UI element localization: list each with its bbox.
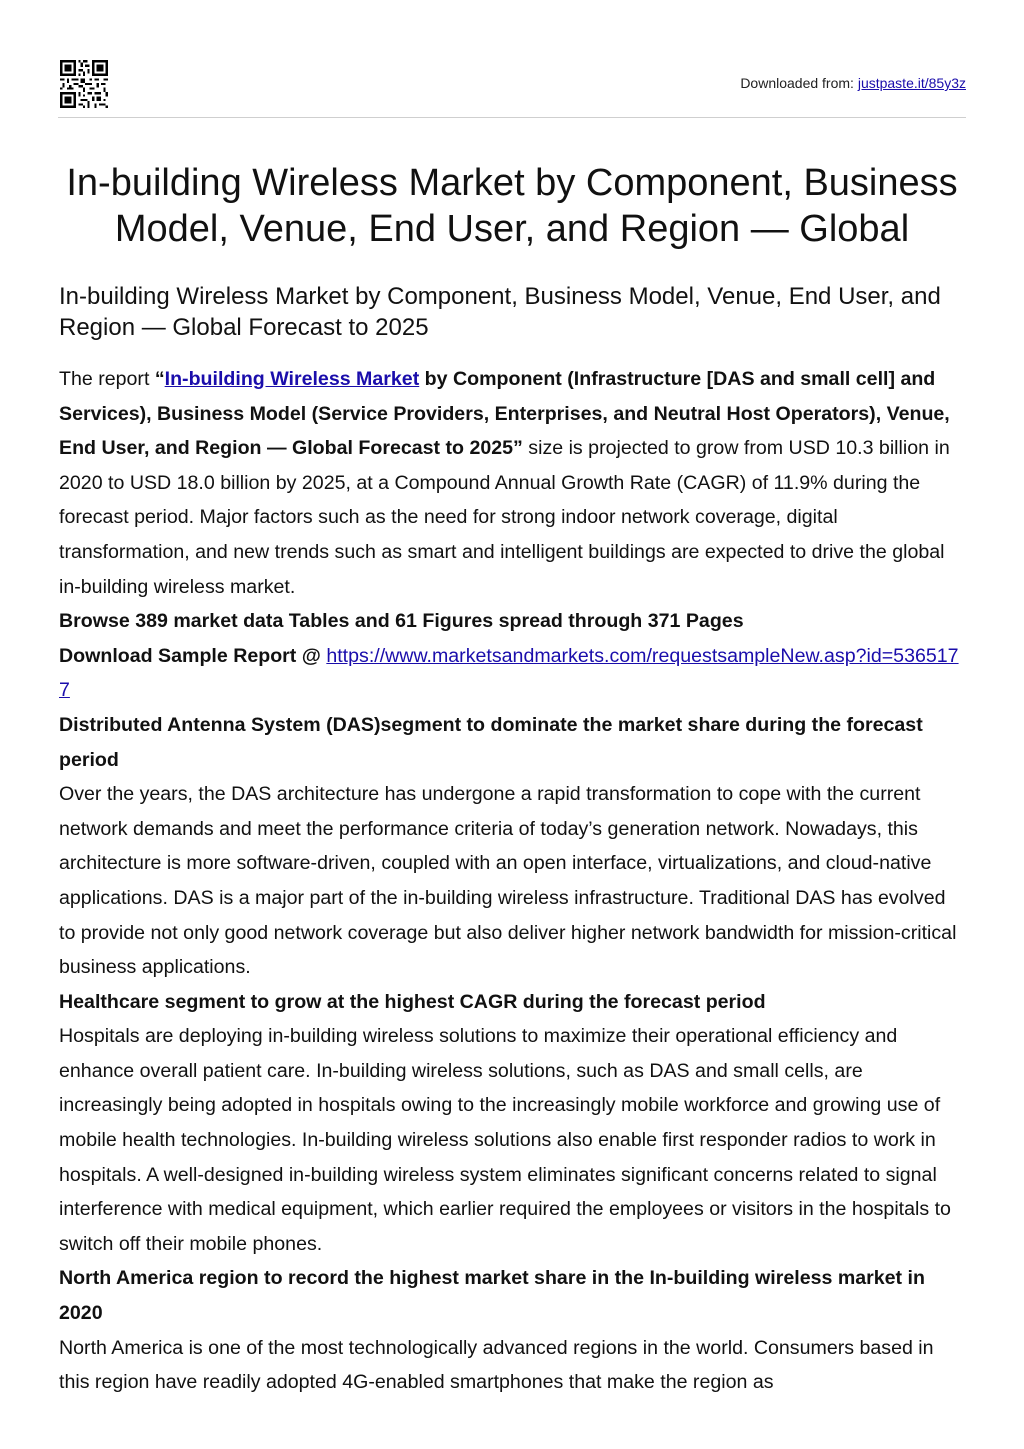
intro-lead: The report (59, 368, 155, 390)
qr-code-icon (60, 60, 108, 108)
source-label: Downloaded from: (740, 75, 854, 91)
section-text-north-america: North America is one of the most technologically advanced regions in the world. Consumers based in this region have readily adopted 4G-enabled smartphones that make the region as (59, 1336, 934, 1394)
download-sample-link[interactable]: https://www.marketsandmarkets.com/requestsampleNew.asp?id=5365177 (59, 644, 959, 702)
intro-paragraph (59, 362, 964, 604)
report-title-rest: by Component (Infrastructure [DAS and small cell] and Services), Business Model (Service Providers, Enterprises, and Neutral Host Operators), Venue, End User, and Region — Global Forecast to 2025” (59, 368, 950, 460)
source-line (740, 75, 966, 91)
intro-open-quote: “ (154, 368, 165, 390)
page-title: In-building Wireless Market by Component, Business Model, Venue, End User, and Region — Global (66, 162, 958, 250)
article-body (59, 362, 964, 1400)
section-text-das: Over the years, the DAS architecture has undergone a rapid transformation to cope with the current network demands and meet the performance criteria of today’s generation network. Nowadays, this architecture is more software-driven, coupled with an open interface, virtualizations, and cloud-native applications. DAS is a major part of the in-building wireless infrastructure. Traditional DAS has evolved to provide not only good network coverage but also deliver higher network bandwidth for mission-critical business applications. (59, 783, 957, 979)
section-text-healthcare: Hospitals are deploying in-building wireless solutions to maximize their operational efficiency and enhance overall patient care. In-building wireless solutions, such as DAS and small cells, are increasingly being adopted in hospitals owing to the increasingly mobile workforce and growing use of mobile health technologies. In-building wireless solutions also enable first responder radios to work in hospitals. A well-designed in-building wireless system eliminates significant concerns related to signal interference with medical equipment, which earlier required the employees or visitors in the hospitals to switch off their mobile phones. (59, 1025, 951, 1255)
download-label: Download Sample Report @ (59, 644, 321, 667)
header-divider (58, 117, 966, 118)
section-heading-north-america: North America region to record the highest market share in the In-building wireless market in 2020 (59, 1267, 925, 1325)
report-link[interactable]: In-building Wireless Market (164, 368, 420, 390)
section-heading-das: Distributed Antenna System (DAS)segment to dominate the market share during the forecast period (59, 713, 923, 771)
page-subtitle: In-building Wireless Market by Component, Business Model, Venue, End User, and Region — Global Forecast to 2025 (59, 283, 941, 341)
intro-body: size is projected to grow from USD 10.3 billion in 2020 to USD 18.0 billion by 2025, at a Compound Annual Growth Rate (CAGR) of 11.9% during the forecast period. Major factors such as the need for strong indoor network coverage, digital transformation, and new trends such as smart and intelligent buildings are expected to drive the global in-building wireless market. (59, 437, 950, 598)
download-line (59, 639, 964, 708)
source-link[interactable]: justpaste.it/85y3z (857, 75, 966, 91)
browse-line: Browse 389 market data Tables and 61 Figures spread through 371 Pages (59, 610, 744, 633)
section-heading-healthcare: Healthcare segment to grow at the highest CAGR during the forecast period (59, 990, 766, 1013)
